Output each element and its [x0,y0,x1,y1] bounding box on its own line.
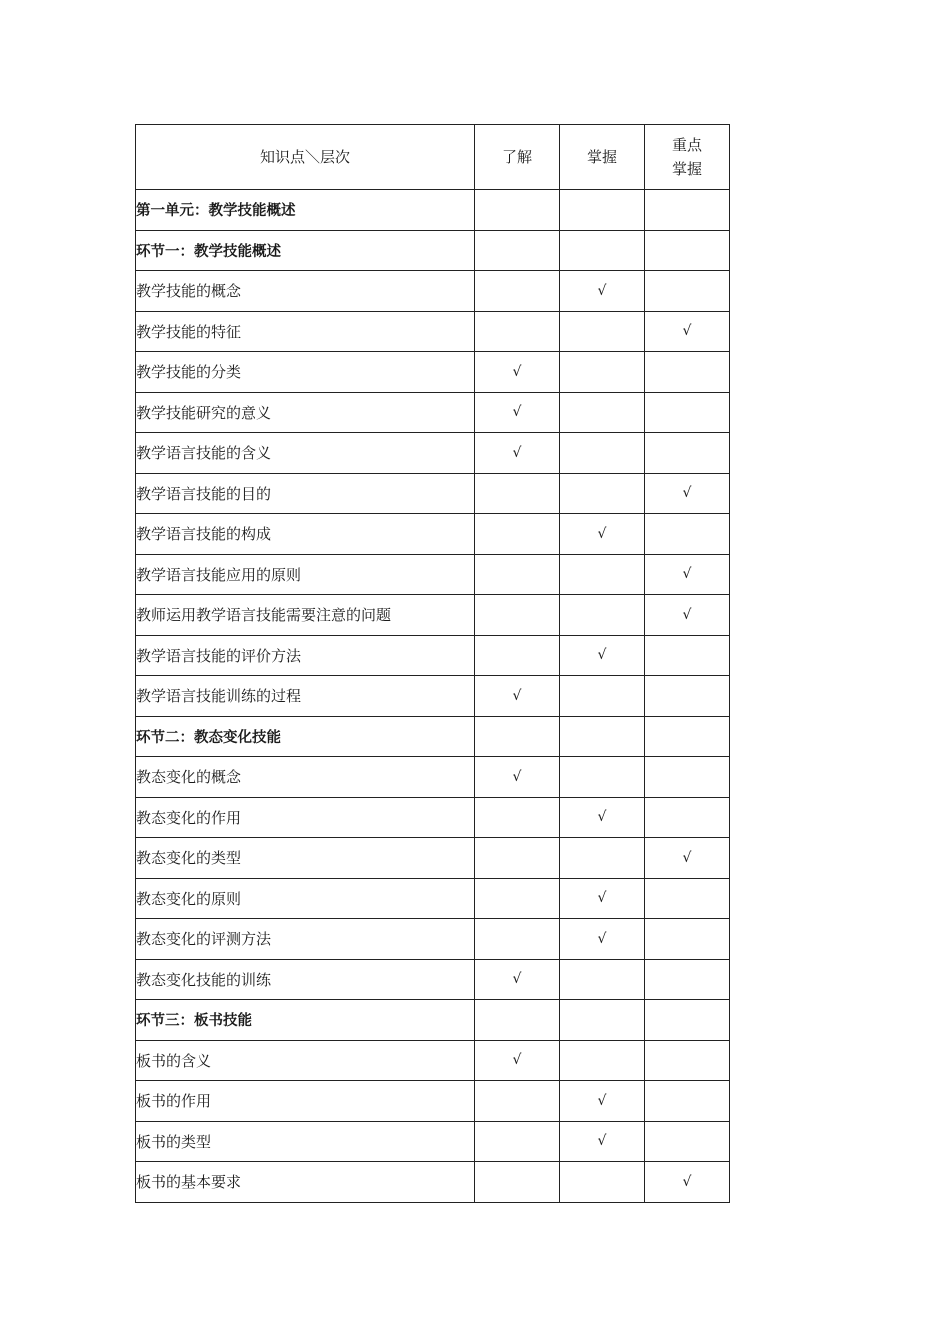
check-mark-icon: √ [512,363,522,380]
level-cell-key [645,676,730,717]
section-row [136,190,730,231]
knowledge-point: 教学语言技能的含义 [136,433,475,474]
knowledge-point: 教学语言技能的目的 [136,473,475,514]
level-cell-master [560,635,645,676]
table-row [136,554,730,595]
check-mark-icon: √ [512,1052,522,1069]
table-row [136,311,730,352]
knowledge-point: 教态变化的评测方法 [136,919,475,960]
level-cell-master [560,838,645,879]
level-cell-master [560,1040,645,1081]
table-body [136,190,730,1203]
table-row [136,878,730,919]
level-cell-key [645,473,730,514]
level-cell-understand [475,1121,560,1162]
knowledge-point: 教学技能的分类 [136,352,475,393]
level-cell-key [645,392,730,433]
check-mark-icon: √ [512,971,522,988]
knowledge-point: 板书的作用 [136,1081,475,1122]
table-row [136,676,730,717]
check-mark-icon: √ [512,768,522,785]
check-mark-icon: √ [597,890,607,907]
level-cell-master [560,676,645,717]
knowledge-point: 板书的含义 [136,1040,475,1081]
level-cell-understand [475,1040,560,1081]
level-cell-master [560,716,645,757]
level-cell-understand [475,230,560,271]
check-mark-icon: √ [682,485,692,502]
level-cell-key [645,190,730,231]
check-mark-icon: √ [597,282,607,299]
knowledge-point: 教学语言技能训练的过程 [136,676,475,717]
level-cell-understand [475,190,560,231]
level-cell-key [645,1040,730,1081]
level-cell-key [645,1162,730,1203]
check-mark-icon: √ [682,606,692,623]
level-cell-understand [475,1162,560,1203]
level-cell-key [645,919,730,960]
level-cell-key [645,838,730,879]
header-master: 掌握 [560,125,645,190]
level-cell-master [560,392,645,433]
level-cell-understand [475,1000,560,1041]
check-mark-icon: √ [682,1173,692,1190]
header-key-master [645,125,730,190]
knowledge-point: 教学技能的特征 [136,311,475,352]
check-mark-icon: √ [512,687,522,704]
level-cell-master [560,878,645,919]
section-row [136,230,730,271]
level-cell-master [560,1121,645,1162]
level-cell-master [560,271,645,312]
knowledge-point: 教态变化的类型 [136,838,475,879]
level-cell-key [645,635,730,676]
level-cell-understand [475,878,560,919]
level-cell-key [645,554,730,595]
level-cell-master [560,352,645,393]
level-cell-understand [475,392,560,433]
level-cell-master [560,554,645,595]
level-cell-key [645,514,730,555]
level-cell-understand [475,514,560,555]
table-row [136,271,730,312]
level-cell-master [560,311,645,352]
knowledge-point: 教态变化技能的训练 [136,959,475,1000]
section-title: 环节二：教态变化技能 [136,716,475,757]
level-cell-master [560,919,645,960]
level-cell-key [645,959,730,1000]
table-row [136,392,730,433]
level-cell-key [645,230,730,271]
level-cell-key [645,352,730,393]
check-mark-icon: √ [597,1092,607,1109]
check-mark-icon: √ [512,444,522,461]
knowledge-point: 教学语言技能应用的原则 [136,554,475,595]
check-mark-icon: √ [597,930,607,947]
knowledge-point: 教学技能的概念 [136,271,475,312]
check-mark-icon: √ [512,404,522,421]
level-cell-understand [475,757,560,798]
table-row [136,1081,730,1122]
knowledge-point: 板书的类型 [136,1121,475,1162]
level-cell-understand [475,959,560,1000]
level-cell-understand [475,311,560,352]
knowledge-point: 教学技能研究的意义 [136,392,475,433]
knowledge-point: 教态变化的作用 [136,797,475,838]
table-row [136,1040,730,1081]
level-cell-understand [475,433,560,474]
table-row [136,838,730,879]
level-cell-understand [475,676,560,717]
level-cell-master [560,514,645,555]
level-cell-master [560,757,645,798]
level-cell-master [560,190,645,231]
table-header [136,125,730,190]
table-row [136,1162,730,1203]
level-cell-key [645,595,730,636]
level-cell-key [645,271,730,312]
table-row [136,1121,730,1162]
level-cell-master [560,433,645,474]
level-cell-key [645,1121,730,1162]
level-cell-master [560,797,645,838]
table-row [136,433,730,474]
check-mark-icon: √ [597,809,607,826]
header-understand: 了解 [475,125,560,190]
check-mark-icon: √ [597,525,607,542]
level-cell-understand [475,473,560,514]
level-cell-master [560,595,645,636]
knowledge-point: 教学语言技能的构成 [136,514,475,555]
table-row [136,757,730,798]
header-topic-level: 知识点＼层次 [136,125,475,190]
level-cell-master [560,1000,645,1041]
knowledge-point: 教学语言技能的评价方法 [136,635,475,676]
section-row [136,716,730,757]
level-cell-master [560,230,645,271]
knowledge-point: 教师运用教学语言技能需要注意的问题 [136,595,475,636]
level-cell-understand [475,838,560,879]
level-cell-key [645,797,730,838]
section-title: 环节三：板书技能 [136,1000,475,1041]
table-row [136,473,730,514]
level-cell-understand [475,635,560,676]
level-cell-understand [475,271,560,312]
level-cell-understand [475,595,560,636]
level-cell-understand [475,1081,560,1122]
section-title: 第一单元：教学技能概述 [136,190,475,231]
level-cell-understand [475,919,560,960]
level-cell-key [645,878,730,919]
header-key-line2: 掌握 [671,160,702,178]
table-row [136,959,730,1000]
table-row [136,514,730,555]
level-cell-key [645,433,730,474]
knowledge-level-table [135,124,730,1203]
level-cell-master [560,1081,645,1122]
table-row [136,797,730,838]
level-cell-master [560,959,645,1000]
table-row [136,595,730,636]
knowledge-point: 板书的基本要求 [136,1162,475,1203]
level-cell-key [645,757,730,798]
level-cell-key [645,1081,730,1122]
check-mark-icon: √ [597,1133,607,1150]
section-row [136,1000,730,1041]
table-row [136,352,730,393]
check-mark-icon: √ [682,849,692,866]
level-cell-key [645,311,730,352]
level-cell-understand [475,352,560,393]
knowledge-point: 教态变化的原则 [136,878,475,919]
check-mark-icon: √ [682,323,692,340]
knowledge-point: 教态变化的概念 [136,757,475,798]
header-row [136,125,730,190]
level-cell-understand [475,797,560,838]
level-cell-key [645,716,730,757]
level-cell-key [645,1000,730,1041]
level-cell-understand [475,716,560,757]
header-key-line1: 重点 [671,136,702,154]
level-cell-master [560,1162,645,1203]
table-row [136,919,730,960]
check-mark-icon: √ [597,647,607,664]
check-mark-icon: √ [682,566,692,583]
level-cell-understand [475,554,560,595]
section-title: 环节一：教学技能概述 [136,230,475,271]
level-cell-master [560,473,645,514]
table-row [136,635,730,676]
